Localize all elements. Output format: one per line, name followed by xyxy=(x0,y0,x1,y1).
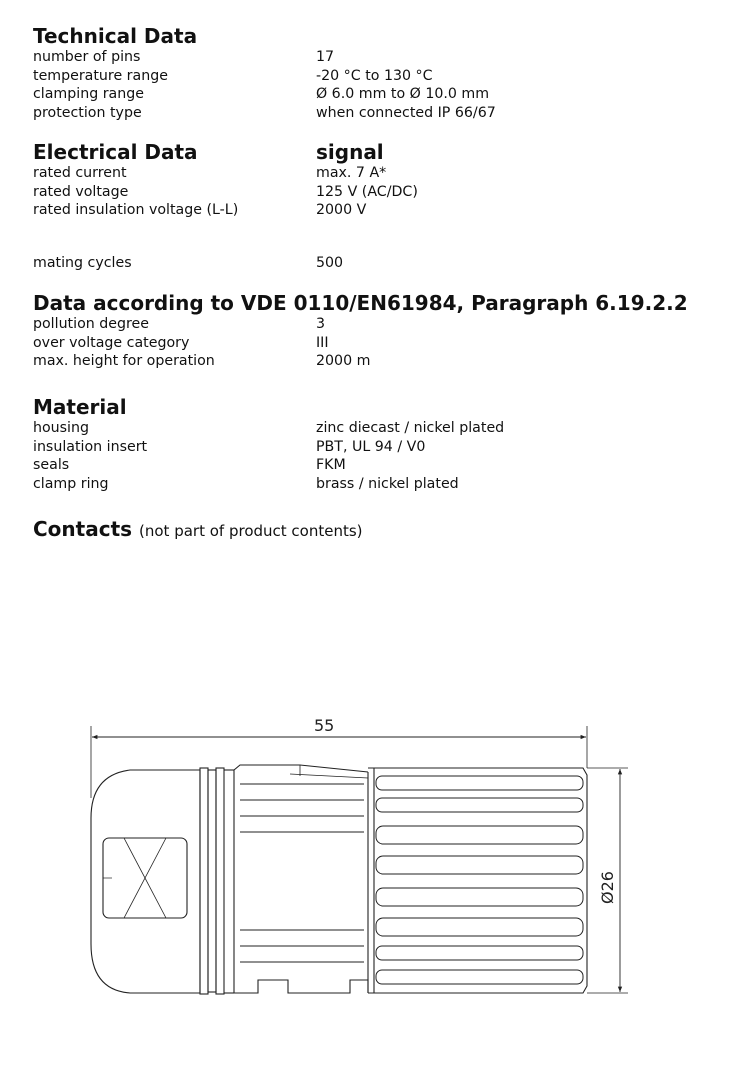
spec-value: III xyxy=(316,334,329,351)
spec-label: protection type xyxy=(33,104,142,121)
spec-value: 125 V (AC/DC) xyxy=(316,183,418,200)
spec-label: max. height for operation xyxy=(33,353,215,369)
spec-label: clamping range xyxy=(33,86,144,102)
spec-value: FKM xyxy=(316,457,346,473)
diameter-dimension: Ø26 xyxy=(598,871,617,904)
contacts-note: (not part of product contents) xyxy=(139,522,363,540)
vde-data-heading: Data according to VDE 0110/EN61984, Paragraph 6.19.2.2 xyxy=(33,291,688,315)
spec-label: clamp ring xyxy=(33,475,109,492)
spec-value: PBT, UL 94 / V0 xyxy=(316,438,426,455)
spec-value: -20 °C to 130 °C xyxy=(316,67,433,84)
contacts-heading: Contacts xyxy=(33,517,133,541)
spec-value: 3 xyxy=(316,316,326,332)
coupling-nut-flutes xyxy=(376,776,583,984)
spec-value: Ø 6.0 mm to Ø 10.0 mm xyxy=(316,86,490,102)
spec-label: insulation insert xyxy=(33,438,148,455)
material-heading: Material xyxy=(33,395,127,419)
spec-value: zinc diecast / nickel plated xyxy=(316,420,505,436)
length-dimension: 55 xyxy=(314,716,335,735)
spec-value: when connected IP 66/67 xyxy=(316,104,496,121)
spec-label: rated current xyxy=(33,165,127,181)
spec-value: 2000 m xyxy=(316,353,371,369)
spec-label: number of pins xyxy=(33,49,141,65)
technical-data-heading: Technical Data xyxy=(33,24,198,48)
spec-value: 2000 V xyxy=(316,202,367,218)
spec-value: brass / nickel plated xyxy=(316,475,459,492)
spec-label: temperature range xyxy=(33,67,168,84)
spec-value: 500 xyxy=(316,255,344,271)
spec-value: 17 xyxy=(316,49,335,65)
spec-value: max. 7 A* xyxy=(316,165,387,181)
spec-label: housing xyxy=(33,420,89,436)
spec-label: mating cycles xyxy=(33,255,132,271)
spec-label: seals xyxy=(33,457,70,473)
spec-label: over voltage category xyxy=(33,334,190,351)
spec-label: rated voltage xyxy=(33,183,129,200)
spec-label: rated insulation voltage (L-L) xyxy=(33,202,239,218)
spec-label: pollution degree xyxy=(33,316,149,332)
electrical-data-heading: Electrical Data xyxy=(33,140,198,164)
signal-column-heading: signal xyxy=(316,140,384,164)
